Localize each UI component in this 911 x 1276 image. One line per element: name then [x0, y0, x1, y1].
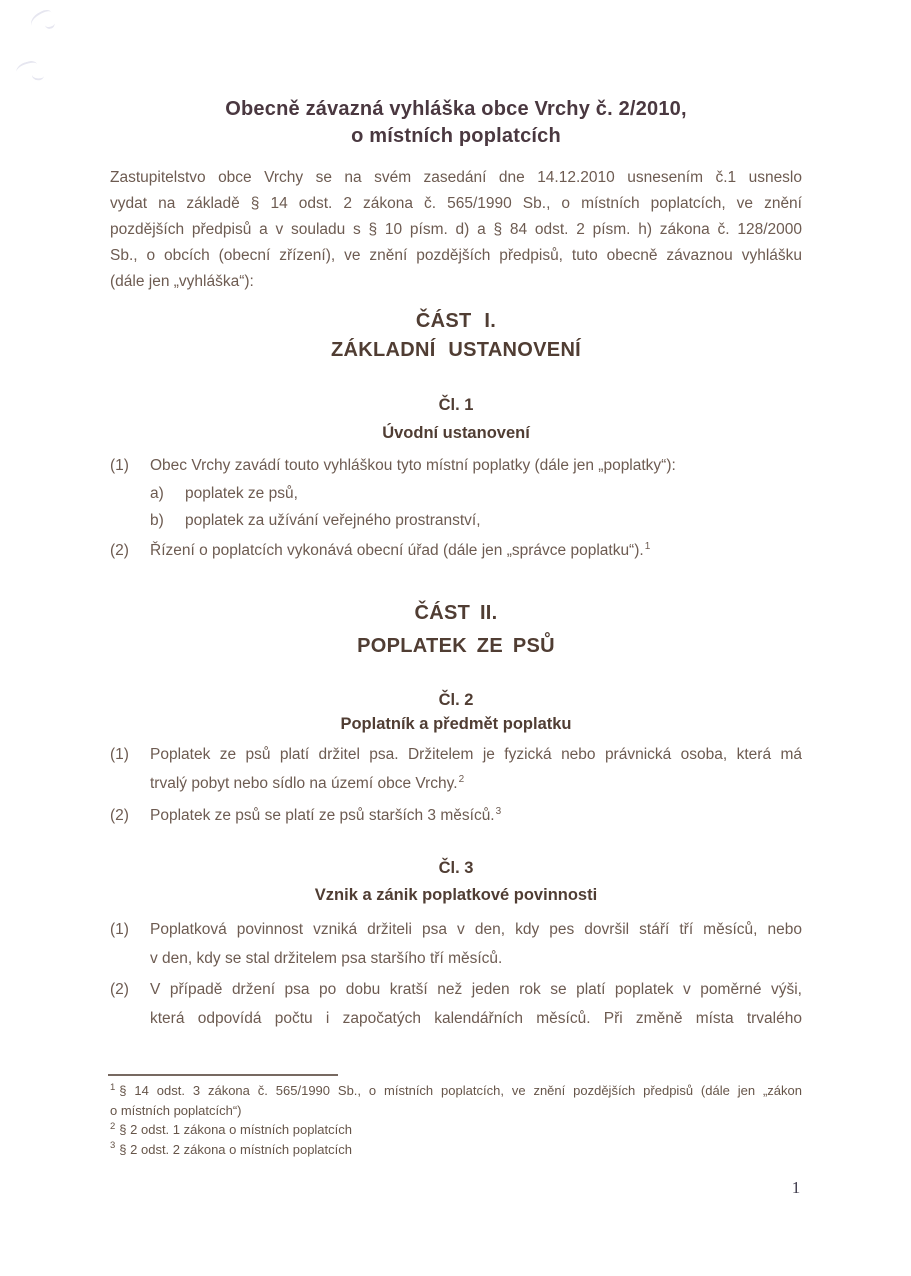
part1-heading — [110, 307, 802, 365]
subitem-marker: b) — [150, 511, 164, 529]
item-marker: (1) — [110, 921, 129, 938]
footnote-reference: 3 — [495, 805, 502, 817]
item-marker: (1) — [110, 457, 129, 474]
subitem-a — [150, 481, 802, 508]
preamble-line: Zastupitelstvo obce Vrchy se na svém zasedání dne 14.12.2010 usnesením č.1 usneslo — [110, 169, 802, 186]
part1-title: ZÁKLADNÍ USTANOVENÍ — [330, 339, 582, 361]
preamble-line: Sb., o obcích (obecní zřízení), ve znění pozdějších předpisů, tuto obecně závaznou vyhlášku — [110, 247, 802, 264]
article3-heading — [110, 855, 802, 909]
subitem-marker: a) — [150, 485, 164, 502]
subitem-text: poplatek ze psů, — [185, 485, 298, 502]
footnotes-block — [110, 1081, 802, 1159]
article1-item1 — [110, 452, 802, 479]
item-text: V případě držení psa po dobu kratší než jeden rok se platí poplatek v poměrné výši, která odpovídá počtu i započatých kalendářních měsíců. Při změně místa trvalého — [150, 981, 802, 1027]
article3-item1 — [110, 915, 802, 973]
part2-number: ČÁST II. — [414, 602, 498, 624]
item-marker: (2) — [110, 807, 129, 824]
part2-title: POPLATEK ZE PSŮ — [357, 635, 555, 657]
scan-artifact-mark — [28, 7, 57, 32]
preamble-line: (dále jen „vyhláška“): — [110, 273, 254, 290]
footnote-divider — [108, 1074, 338, 1076]
footnote-number: 1 — [110, 1081, 116, 1093]
footnote-number: 3 — [110, 1140, 116, 1152]
article3-number: Čl. 3 — [438, 859, 474, 877]
footnote-3: $^3$ § 2 odst. 2 zákona o místních poplatcích — [110, 1140, 352, 1157]
subitem-text: poplatek za užívání veřejného prostranství, — [185, 511, 481, 529]
article3-item2 — [110, 975, 802, 1033]
footnote-reference: 1 — [644, 540, 651, 552]
footnote-2: $^2$ § 2 odst. 1 zákona o místních poplatcích — [110, 1120, 352, 1137]
article2-number: Čl. 2 — [438, 691, 474, 709]
document-title — [110, 96, 802, 150]
article1-item2 — [110, 537, 802, 564]
part2-heading — [110, 597, 802, 663]
item-text: Poplatek ze psů se platí ze psů starších 3 měsíců.$^3$ — [150, 805, 502, 824]
item-text: Poplatková povinnost vzniká držiteli psa v den, kdy pes dovršil stáří tří měsíců, nebo v den, kdy se stal držitelem psa staršího tří měsíců. — [150, 921, 802, 967]
item-marker: (1) — [110, 746, 129, 763]
preamble-line: pozdějších předpisů a v souladu s § 10 písm. d) a § 84 odst. 2 písm. h) zákona č. 128/2000 — [110, 221, 802, 238]
preamble-line: vydat na základě § 14 odst. 2 zákona č. 565/1990 Sb., o místních poplatcích, ve znění — [110, 195, 802, 212]
footnote-1: $^1$ § 14 odst. 3 zákona č. 565/1990 Sb., o místních poplatcích, ve znění pozdějších předpisů (dále jen „zákon — [110, 1081, 802, 1098]
article2-title: Poplatník a předmět poplatku — [340, 715, 572, 733]
article3-title: Vznik a zánik poplatkové povinnosti — [314, 886, 598, 904]
scan-artifact-mark — [15, 59, 40, 78]
article1-item1-subitems — [110, 481, 802, 534]
preamble-paragraph — [110, 165, 802, 295]
item-text: Obec Vrchy zavádí touto vyhláškou tyto místní poplatky (dále jen „poplatky“): — [150, 457, 676, 474]
part1-number: ČÁST I. — [415, 310, 497, 332]
article1-title: Úvodní ustanovení — [382, 424, 530, 442]
article1-heading — [110, 391, 802, 447]
page-number: 1 — [791, 1178, 801, 1197]
document-title-line2: o místních poplatcích — [351, 125, 561, 147]
item-text: Řízení o poplatcích vykonává obecní úřad (dále jen „správce poplatku“).$^1$ — [150, 540, 651, 559]
article2-item1 — [110, 740, 802, 798]
article2-item2 — [110, 802, 802, 829]
footnote-number: 2 — [110, 1120, 116, 1132]
article1-number: Čl. 1 — [438, 396, 474, 414]
subitem-b — [150, 508, 802, 535]
item-text: Poplatek ze psů platí držitel psa. Držitelem je fyzická nebo právnická osoba, která má trvalý pobyt nebo sídlo na území obce Vrchy.$^2$ — [150, 746, 802, 792]
item-marker: (2) — [110, 542, 129, 559]
article2-heading — [110, 688, 802, 736]
footnote-1-continued: o místních poplatcích“) — [110, 1102, 242, 1118]
document-title-line1: Obecně závazná vyhláška obce Vrchy č. 2/2010, — [225, 98, 687, 120]
item-marker: (2) — [110, 981, 129, 998]
footnote-reference: 2 — [458, 773, 465, 785]
